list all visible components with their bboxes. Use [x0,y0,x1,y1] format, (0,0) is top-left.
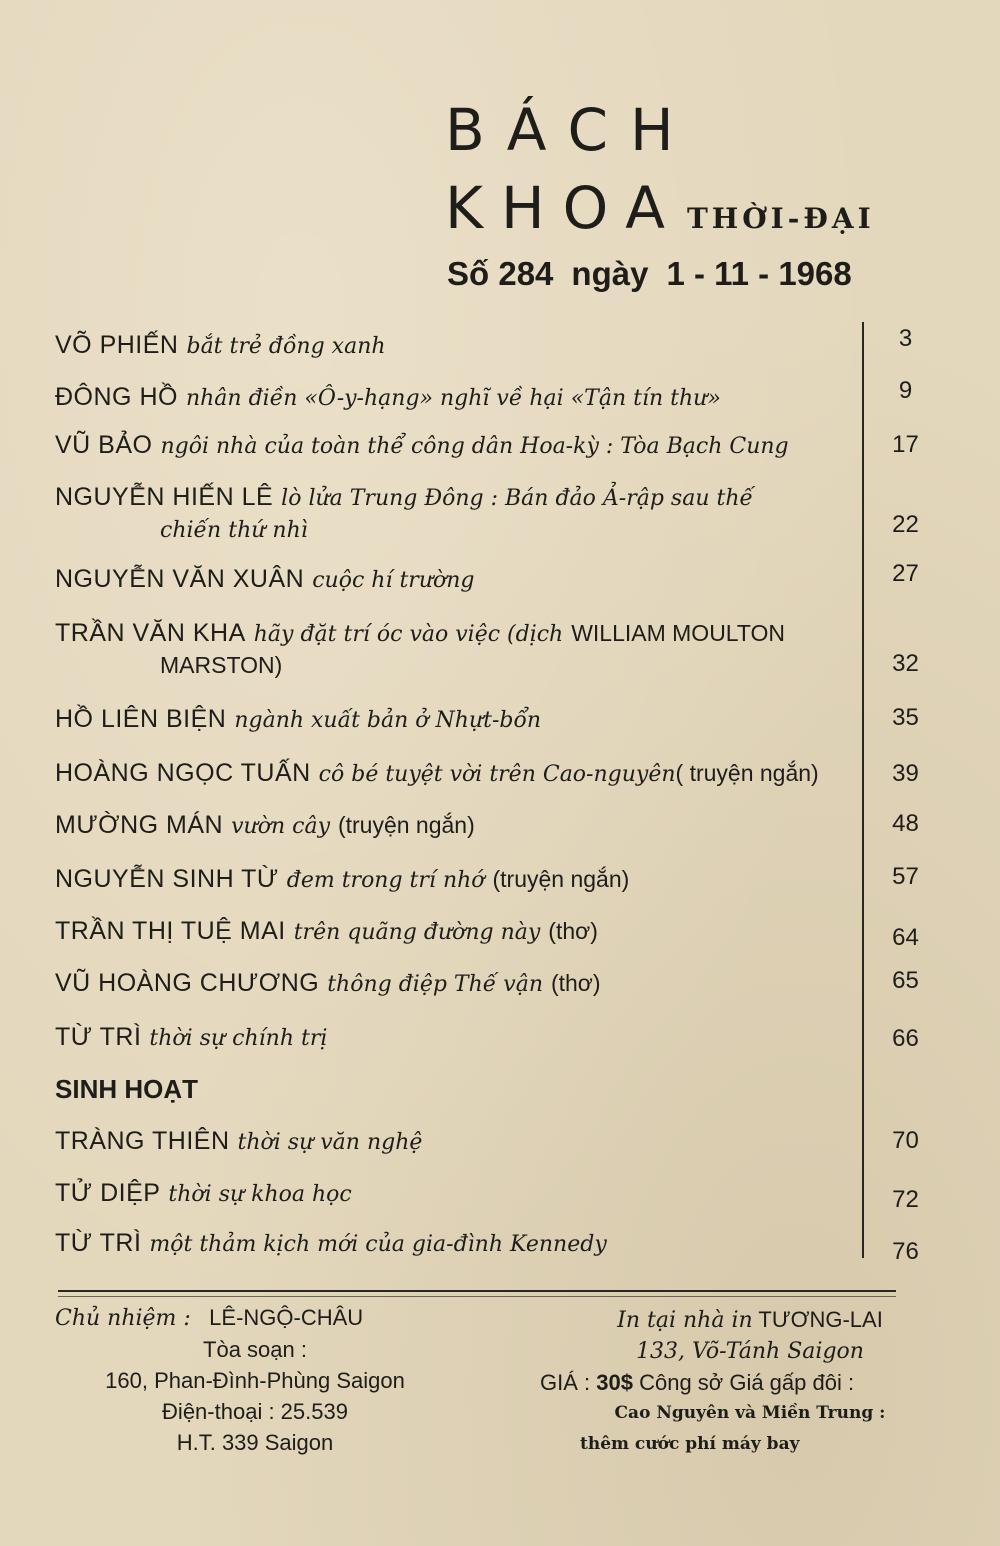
toc-entry [55,482,855,546]
toc-author: TRÀNG THIÊN [55,1127,230,1155]
office-address: 160, Phan-Đình-Phùng Saigon [105,1368,405,1393]
toc-page-number: 72 [892,1186,919,1213]
toc-page-number: 64 [892,924,919,951]
toc-note: WILLIAM MOULTON [571,620,786,646]
toc-work: cô bé tuyệt vời trên Cao-nguyên [318,762,676,787]
printer-info [540,1304,960,1460]
toc-work: đem trong trí nhớ [286,868,485,893]
toc-author: NGUYỄN HIẾN LÊ [55,483,274,511]
toc-author: ĐÔNG HỒ [55,383,178,411]
toc-note: (truyện ngắn) [337,812,475,838]
director-name: LÊ-NGỘ-CHÂU [209,1305,364,1330]
toc-work: ngôi nhà của toàn thể công dân Hoa-kỳ : Tòa Bạch Cung [160,434,789,459]
toc-work: thông điệp Thế vận [327,972,544,997]
price-note: Công sở Giá gấp đôi : [639,1370,855,1395]
magazine-title-line1: BÁCH [445,96,696,164]
director-label: Chủ nhiệm : [55,1306,191,1331]
toc-page-number: 57 [892,863,919,890]
toc-author: VŨ HOÀNG CHƯƠNG [55,969,320,997]
price-line [540,1367,960,1398]
issue-number: Số 284 [447,255,554,292]
toc-author: VÕ PHIẾN [55,331,179,359]
issue-day-label: ngày [571,255,649,292]
toc-author: TỪ TRÌ [55,1229,142,1257]
printer-line [540,1304,960,1336]
po-box: H.T. 339 Saigon [176,1430,334,1455]
toc-entry [55,916,855,948]
director-line [55,1302,455,1334]
surcharge-line-1: Cao Nguyên và Miền Trung : [614,1403,886,1423]
toc-author: TỬ DIỆP [55,1179,161,1207]
footer-rule [58,1290,896,1292]
magazine-title-line2 [445,173,875,254]
toc-page-number: 65 [892,967,919,994]
office-phone: Điện-thoại : 25.539 [162,1399,348,1424]
toc-author: TRẦN THỊ TUỆ MAI [55,917,286,945]
office-label: Tòa soạn : [203,1337,307,1362]
toc-work-continued: chiến thứ nhì [160,518,308,543]
toc-entry [55,758,855,790]
toc-work: một thảm kịch mới của gia-đình Kennedy [149,1232,607,1257]
toc-entry [55,704,855,736]
toc-work: cuộc hí trường [312,568,475,593]
toc-page-number: 22 [892,511,919,538]
toc-entry [55,810,855,842]
toc-note: (thơ) [548,918,598,944]
toc-work: nhân điền «Ô-y-hạng» nghĩ về hại «Tận tín thư» [185,386,721,411]
toc-author: HOÀNG NGỌC TUẤN [55,759,311,787]
toc-author: TỪ TRÌ [55,1023,142,1051]
toc-work: thời sự văn nghệ [237,1130,423,1155]
printer-name: TƯƠNG-LAI [758,1307,883,1332]
surcharge-line-2: thêm cước phí máy bay [580,1434,800,1454]
toc-page-number: 39 [892,760,919,787]
toc-entry [55,564,855,596]
issue-line [447,255,870,293]
toc-entry [55,382,855,414]
toc-entry [55,968,855,1000]
toc-page-number: 70 [892,1127,919,1154]
toc-author: MƯỜNG MÁN [55,811,224,839]
publisher-info [55,1302,455,1458]
price-value: 30$ [596,1370,633,1395]
toc-author: NGUYỄN VĂN XUÂN [55,565,305,593]
toc-page-number: 9 [898,377,913,404]
toc-work: lò lửa Trung Đông : Bán đảo Ả-rập sau thế [281,486,754,511]
toc-author: VŨ BẢO [55,431,153,459]
toc-note: (truyện ngắn) [492,866,630,892]
toc-entry [55,1126,855,1158]
toc-work: trên quãng đường này [293,920,541,945]
toc-work: ngành xuất bản ở Nhựt-bổn [234,708,542,733]
price-label: GIÁ : [540,1370,591,1395]
section-heading: SINH HOẠT [55,1074,198,1104]
toc-work: thời sự khoa học [168,1182,352,1207]
toc-work: hãy đặt trí óc vào việc (dịch [253,622,564,647]
toc-work: bắt trẻ đồng xanh [186,334,386,359]
toc-divider [862,322,864,1258]
toc-entry [55,864,855,896]
toc-author: NGUYỄN SINH TỪ [55,865,279,893]
toc-page-number: 76 [892,1238,919,1265]
toc-page-number: 32 [892,650,919,677]
toc-page-number: 3 [898,325,913,352]
toc-author: TRẦN VĂN KHA [55,619,246,647]
toc-entry [55,1022,855,1054]
printer-label: In tại nhà in [617,1308,753,1333]
toc-work-continued: MARSTON) [160,652,283,678]
toc-entry [55,618,855,680]
toc-entry [55,330,855,362]
toc-entry [55,430,855,462]
printer-address: 133, Võ-Tánh Saigon [636,1339,864,1364]
toc-page-number: 17 [892,431,919,458]
toc-note: ( truyện ngắn) [675,760,819,786]
toc-work: thời sự chính trị [149,1026,328,1051]
toc-entry [55,1178,855,1210]
issue-date: 1 - 11 - 1968 [666,255,852,292]
magazine-subtitle: THỜI-ĐẠI [686,202,875,235]
toc-note: (thơ) [550,970,601,996]
toc-author: HỒ LIÊN BIỆN [55,705,227,733]
masthead [445,95,875,254]
toc-page-number: 27 [892,560,919,587]
footer-rule-thin [58,1296,896,1297]
toc-entry [55,1228,855,1260]
magazine-title-khoa: KHOA [445,174,683,242]
toc-work: vườn cây [231,814,330,839]
toc-page-number: 35 [892,704,919,731]
toc-page-number: 66 [892,1025,919,1052]
toc-page-number: 48 [892,810,919,837]
